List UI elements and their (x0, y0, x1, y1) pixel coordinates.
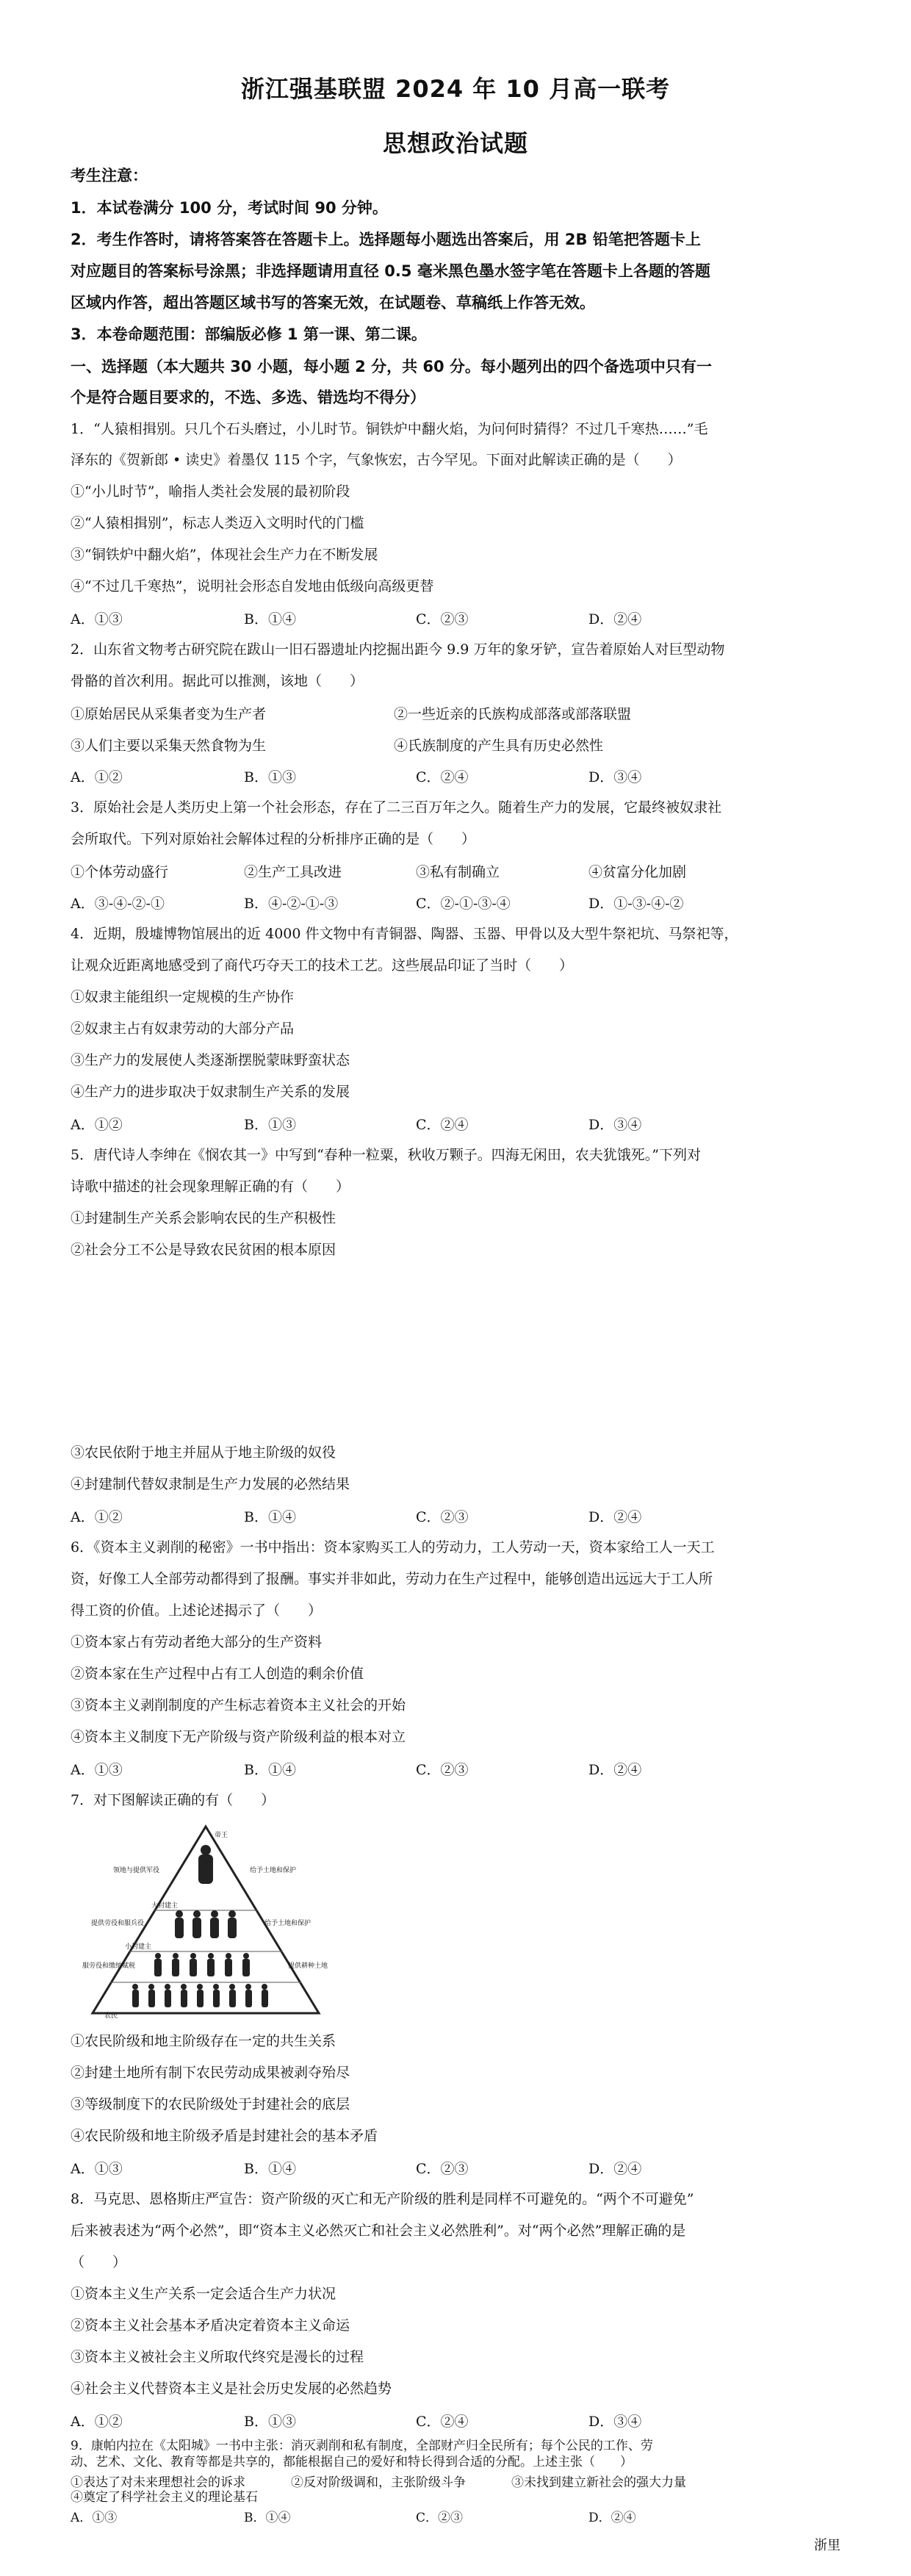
label-right3: 提供耕种土地 (288, 1962, 328, 1970)
question-6-stem: 资，好像工人全部劳动都得到了报酬。事实并非如此，劳动力在生产过程中，能够创造出远远大于工人所 (71, 1571, 713, 1587)
question-3-stem: 会所取代。下列对原始社会解体过程的分析排序正确的是（ ） (71, 831, 476, 847)
option-c: C．②③ (416, 1509, 469, 1525)
option-b: B．①④ (244, 1509, 296, 1525)
question-1-options (71, 608, 835, 627)
notice-heading: 考生注意： (71, 167, 148, 184)
exam-title: 浙江强基联盟 2024 年 10 月高一联考 (240, 75, 671, 103)
statement: ④封建制代替奴隶制是生产力发展的必然结果 (71, 1476, 350, 1492)
option-c: C．②④ (416, 769, 469, 785)
statement: ②“人猿相揖别”，标志人类迈入文明时代的门槛 (71, 515, 364, 531)
label-top: 帝王 (215, 1832, 228, 1839)
statement: ④奠定了科学社会主义的理论基石 (71, 2490, 258, 2505)
option-c: C．②③ (416, 611, 469, 627)
option-a: A．③-④-②-① (71, 896, 165, 912)
option-b: B．①④ (244, 611, 296, 627)
statement: ③人们主要以采集天然食物为生 (71, 738, 267, 754)
question-8-stem: （ ） (71, 2254, 127, 2270)
question-4-stem: 让观众近距离地感受到了商代巧夺天工的技术工艺。这些展品印证了当时（ ） (71, 957, 574, 974)
label-right1: 给予土地和保护 (250, 1867, 297, 1874)
question-9-stem: 9．康帕内拉在《太阳城》一书中主张：消灭剥削和私有制度，全部财产归全民所有；每个公民的工作、劳 (71, 2439, 653, 2453)
statement: ①资本主义生产关系一定会适合生产力状况 (71, 2286, 336, 2302)
king-figure (198, 1854, 213, 1884)
label-mid: 大封建主 (151, 1902, 179, 1910)
statement: ②生产工具改进 (244, 864, 342, 880)
statement-row (71, 861, 835, 880)
statement: ④贫富分化加剧 (588, 864, 687, 880)
question-9-stem: 动、艺术、文化、教育等都是共享的，都能根据自己的爱好和特长得到合适的分配。上述主张（ ） (71, 2455, 633, 2469)
question-5-options (71, 1506, 835, 1525)
option-a: A．①③ (71, 2161, 123, 2177)
label-left1: 领地与提供军役 (113, 1867, 160, 1874)
option-a: A．①③ (71, 1762, 123, 1778)
statement: ③农民依附于地主并屈从于地主阶级的奴役 (71, 1444, 336, 1461)
label-low: 小封建主 (125, 1943, 152, 1951)
lords-row (175, 1910, 237, 1938)
label-left3: 服劳役和缴纳赋税 (82, 1962, 136, 1970)
statement-pair (71, 703, 835, 722)
option-b: B．①③ (244, 1117, 296, 1133)
page-footer: 浙里 (814, 2538, 840, 2553)
option-c: C．②④ (416, 1117, 469, 1133)
option-d: D．②④ (588, 2511, 636, 2525)
statement: ③等级制度下的农民阶级处于封建社会的底层 (71, 2096, 350, 2112)
option-c: C．②③ (416, 2511, 464, 2525)
question-2-options (71, 766, 835, 785)
question-7-options (71, 2158, 835, 2177)
statement: ④资本主义制度下无产阶级与资产阶级利益的根本对立 (71, 1729, 406, 1745)
label-base: 农民 (104, 2012, 118, 2020)
option-d: D．③④ (588, 1117, 642, 1133)
question-1-stem: 泽东的《贺新郎 • 读史》着墨仅 115 个字，气象恢宏，古今罕见。下面对此解读正确的是（ ） (71, 452, 682, 468)
option-c: C．②③ (416, 2161, 469, 2177)
question-6-options (71, 1759, 835, 1778)
option-b: B．①④ (244, 2511, 291, 2525)
option-c: C．②④ (416, 2414, 469, 2430)
statement: ②资本主义社会基本矛盾决定着资本主义命运 (71, 2317, 350, 2334)
option-b: B．④-②-①-③ (244, 896, 339, 912)
statement: ③资本主义被社会主义所取代终究是漫长的过程 (71, 2349, 364, 2365)
statement-row (71, 2472, 835, 2491)
statement: ①原始居民从采集者变为生产者 (71, 706, 267, 722)
feudal-hierarchy-pyramid-figure (81, 1821, 331, 2021)
statement: ①个体劳动盛行 (71, 864, 169, 880)
option-d: D．③④ (588, 769, 642, 785)
exam-subject: 思想政治试题 (382, 129, 528, 157)
statement: ③生产力的发展使人类逐渐摆脱蒙昧野蛮状态 (71, 1052, 350, 1068)
option-a: A．①② (71, 1117, 123, 1133)
option-d: D．①-③-④-② (588, 896, 684, 912)
option-d: D．②④ (588, 1509, 642, 1525)
question-4-options (71, 1114, 835, 1133)
question-6-stem: 6．《资本主义剥削的秘密》一书中指出：资本家购买工人的劳动力，工人劳动一天，资本家给工人一天工 (71, 1539, 715, 1555)
king-head (201, 1845, 211, 1855)
label-left2: 提供劳役和服兵役 (91, 1920, 145, 1927)
statement: ①表达了对未来理想社会的诉求 (71, 2475, 245, 2490)
option-c: C．②-①-③-④ (416, 896, 511, 912)
statement: ①资本家占有劳动者绝大部分的生产资料 (71, 1634, 323, 1650)
peasants-row (132, 1984, 268, 2007)
statement-pair (71, 735, 835, 754)
label-right2: 给予土地和保护 (264, 1920, 312, 1927)
statement: ②一些近亲的氏族构成部落或部落联盟 (394, 706, 632, 722)
statement: ④农民阶级和地主阶级矛盾是封建社会的基本矛盾 (71, 2128, 378, 2144)
statement: ②封建土地所有制下农民劳动成果被剥夺殆尽 (71, 2065, 350, 2081)
statement: ④社会主义代替资本主义是社会历史发展的必然趋势 (71, 2381, 392, 2397)
question-1-stem: 1．“人猿相揖别。只几个石头磨过，小儿时节。铜铁炉中翻火焰，为问何时猜得？不过几千寒热……”毛 (71, 421, 708, 437)
option-b: B．①④ (244, 2161, 296, 2177)
question-8-stem: 后来被表述为“两个必然”，即“资本主义必然灭亡和社会主义必然胜利”。对“两个必然”理解正确的是 (71, 2223, 686, 2239)
option-a: A．①② (71, 2414, 123, 2430)
option-a: A．①③ (71, 2511, 118, 2525)
option-b: B．①③ (244, 2414, 296, 2430)
option-d: D．②④ (588, 611, 642, 627)
notice-item: 3．本卷命题范围：部编版必修 1 第一课、第二课。 (71, 325, 427, 343)
question-5-stem: 诗歌中描述的社会现象理解正确的有（ ） (71, 1179, 350, 1195)
question-4-stem: 4．近期，殷墟博物馆展出的近 4000 件文物中有青铜器、陶器、玉器、甲骨以及大型牛祭祀坑、马祭祀等， (71, 926, 738, 942)
statement: ③未找到建立新社会的强大力量 (511, 2475, 686, 2490)
option-d: D．②④ (588, 2161, 642, 2177)
section-heading: 个是符合题目要求的，不选、多选、错选均不得分） (71, 389, 425, 406)
statement: ③资本主义剥削制度的产生标志着资本主义社会的开始 (71, 1697, 406, 1713)
option-d: D．③④ (588, 2414, 642, 2430)
statement: ③私有制确立 (416, 864, 500, 880)
question-9-options (71, 2507, 835, 2526)
question-2-stem: 骨骼的首次利用。据此可以推测，该地（ ） (71, 673, 364, 689)
statement: ④氏族制度的产生具有历史必然性 (394, 738, 604, 754)
statement: ①农民阶级和地主阶级存在一定的共生关系 (71, 2033, 336, 2049)
option-b: B．①③ (244, 769, 296, 785)
question-8-stem: 8．马克思、恩格斯庄严宣告：资产阶级的灭亡和无产阶级的胜利是同样不可避免的。“两个不可避免” (71, 2191, 694, 2207)
statement: ①封建制生产关系会影响农民的生产积极性 (71, 1210, 336, 1226)
statement: ②社会分工不公是导致农民贫困的根本原因 (71, 1242, 336, 1258)
option-a: A．①③ (71, 611, 123, 627)
statement: ①奴隶主能组织一定规模的生产协作 (71, 989, 295, 1005)
notice-item: 对应题目的答案标号涂黑；非选择题请用直径 0.5 毫米黑色墨水签字笔在答题卡上各题的答题 (71, 262, 710, 280)
question-5-stem: 5．唐代诗人李绅在《悯农其一》中写到“春种一粒粟，秋收万颗子。四海无闲田，农夫犹饿死。”下列对 (71, 1147, 702, 1163)
question-7-stem: 7．对下图解读正确的有（ ） (71, 1792, 276, 1808)
knights-row (154, 1953, 250, 1976)
question-3-stem: 3．原始社会是人类历史上第一个社会形态，存在了二三百万年之久。随着生产力的发展，它最终被奴隶社 (71, 799, 722, 816)
statement: ①“小儿时节”，喻指人类社会发展的最初阶段 (71, 483, 350, 500)
notice-item: 2．考生作答时，请将答案答在答题卡上。选择题每小题选出答案后，用 2B 铅笔把答题卡上 (71, 231, 701, 248)
question-8-options (71, 2411, 835, 2430)
statement: ③“铜铁炉中翻火焰”，体现社会生产力在不断发展 (71, 547, 378, 563)
option-a: A．①② (71, 1509, 123, 1525)
statement: ②资本家在生产过程中占有工人创造的剩余价值 (71, 1666, 364, 1682)
option-c: C．②③ (416, 1762, 469, 1778)
statement: ④生产力的进步取决于奴隶制生产关系的发展 (71, 1084, 350, 1100)
option-a: A．①② (71, 769, 123, 785)
question-6-stem: 得工资的价值。上述论述揭示了（ ） (71, 1602, 323, 1619)
section-heading: 一、选择题（本大题共 30 小题，每小题 2 分，共 60 分。每小题列出的四个备选项中只有一 (71, 358, 712, 375)
statement: ②反对阶级调和，主张阶级斗争 (291, 2475, 466, 2490)
question-3-options (71, 893, 835, 912)
question-2-stem: 2．山东省文物考古研究院在跋山一旧石器遗址内挖掘出距今 9.9 万年的象牙铲，宣告着原始人对巨型动物 (71, 641, 725, 658)
statement: ④“不过几千寒热”，说明社会形态自发地由低级向高级更替 (71, 578, 434, 594)
notice-item: 区域内作答，超出答题区域书写的答案无效，在试题卷、草稿纸上作答无效。 (71, 294, 595, 312)
notice-item: 1．本试卷满分 100 分，考试时间 90 分钟。 (71, 199, 388, 217)
option-b: B．①④ (244, 1762, 296, 1778)
statement: ②奴隶主占有奴隶劳动的大部分产品 (71, 1021, 295, 1037)
option-d: D．②④ (588, 1762, 642, 1778)
